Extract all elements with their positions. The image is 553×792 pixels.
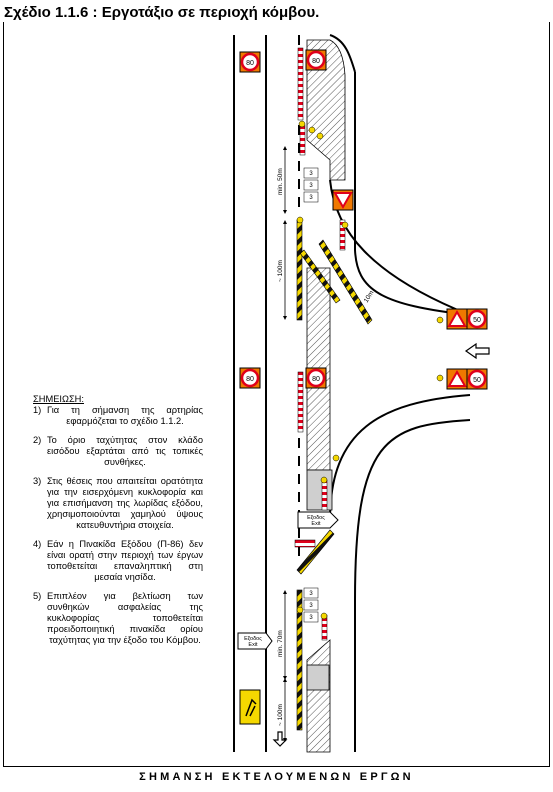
svg-text:3: 3 [309,183,313,189]
svg-text:Εξοδος: Εξοδος [307,515,325,521]
speed-limit-sign-left-top [240,52,260,72]
svg-text:3: 3 [309,591,313,597]
svg-text:80: 80 [312,376,320,383]
note-text: Στις θέσεις που απαιτείται ορατότητα για την εισερχόμενη κυκλοφορία και για επισήμανση της λωρίδας εξόδου, χρησιμοποιούνται χαμηλού ύψους κατευθυντήρια στοιχεία. [47,476,203,530]
exit-sign-median [238,633,272,649]
note-item [33,476,203,531]
note-number: 1) [33,405,42,415]
note-number: 2) [33,435,42,445]
note-item [33,405,203,427]
svg-text:Εξοδος: Εξοδος [244,636,262,642]
note-text: Για τη σήμανση της αρτηρίας εφαρμόζεται το σχέδιο 1.1.2. [47,405,203,426]
note-number: 3) [33,476,42,486]
note-item [33,539,203,583]
svg-text:50: 50 [473,317,481,324]
svg-text:3: 3 [309,195,313,201]
work-areas [307,40,345,752]
ramp-sign-pair-upper [447,309,487,329]
note-item [33,435,203,468]
notes-list [33,405,203,646]
svg-text:3: 3 [309,615,313,621]
page-title: Σχέδιο 1.1.6 : Εργοτάξιο σε περιοχή κόμβου. [4,4,320,21]
svg-text:80: 80 [312,58,320,65]
svg-text:3: 3 [309,603,313,609]
detour-sign [240,690,260,724]
delineators-upper [304,168,318,202]
dim-label-100m-top: ~ 100m [277,260,284,282]
svg-text:80: 80 [246,376,254,383]
dim-label-70m: min. 70m [277,630,284,657]
speed-limit-sign-right-top [306,50,326,70]
note-number: 5) [33,591,42,601]
svg-text:3: 3 [309,171,313,177]
speed-limit-sign-left-mid [240,368,260,388]
note-item [33,591,203,646]
footer-divider [3,766,550,767]
speed-limit-sign-right-mid [306,368,326,388]
delineators-lower [304,588,318,622]
svg-text:50: 50 [473,377,481,384]
dim-label-100m-bottom: ~ 100m [277,704,284,726]
footer-title: ΣΗΜΑΝΣΗ ΕΚΤΕΛΟΥΜΕΝΩΝ ΕΡΓΩΝ [139,771,414,783]
ramp-sign-pair-lower [447,369,487,389]
exit-sign-ramp [298,512,338,528]
note-number: 4) [33,539,42,549]
note-text: Εάν η Πινακίδα Εξόδου (Π-86) δεν είναι ορατή στην περιοχή των έργων τοποθετείται επαναληπτική στη μεσαία νησίδα. [47,539,203,582]
yield-sign [333,190,353,210]
note-text: Επιπλέον για βελτίωση των συνθηκών ασφαλείας της κυκλοφορίας τοποθετείται προειδοποιητική πινακίδα ορίου ταχύτητας για την έξοδο του Κόμβου. [47,591,203,645]
svg-text:Exit: Exit [311,521,321,527]
note-text: Το όριο ταχύτητας στον κλάδο εισόδου εξαρτάται από τις τοπικές συνθήκες. [47,435,203,467]
notes-block [33,394,203,654]
dim-label-50m: min. 50m [277,168,284,195]
dim-label-10m: 10m [362,289,376,305]
notes-heading: ΣΗΜΕΙΩΣΗ: [33,394,84,404]
svg-text:Exit: Exit [248,642,258,648]
svg-text:80: 80 [246,60,254,67]
